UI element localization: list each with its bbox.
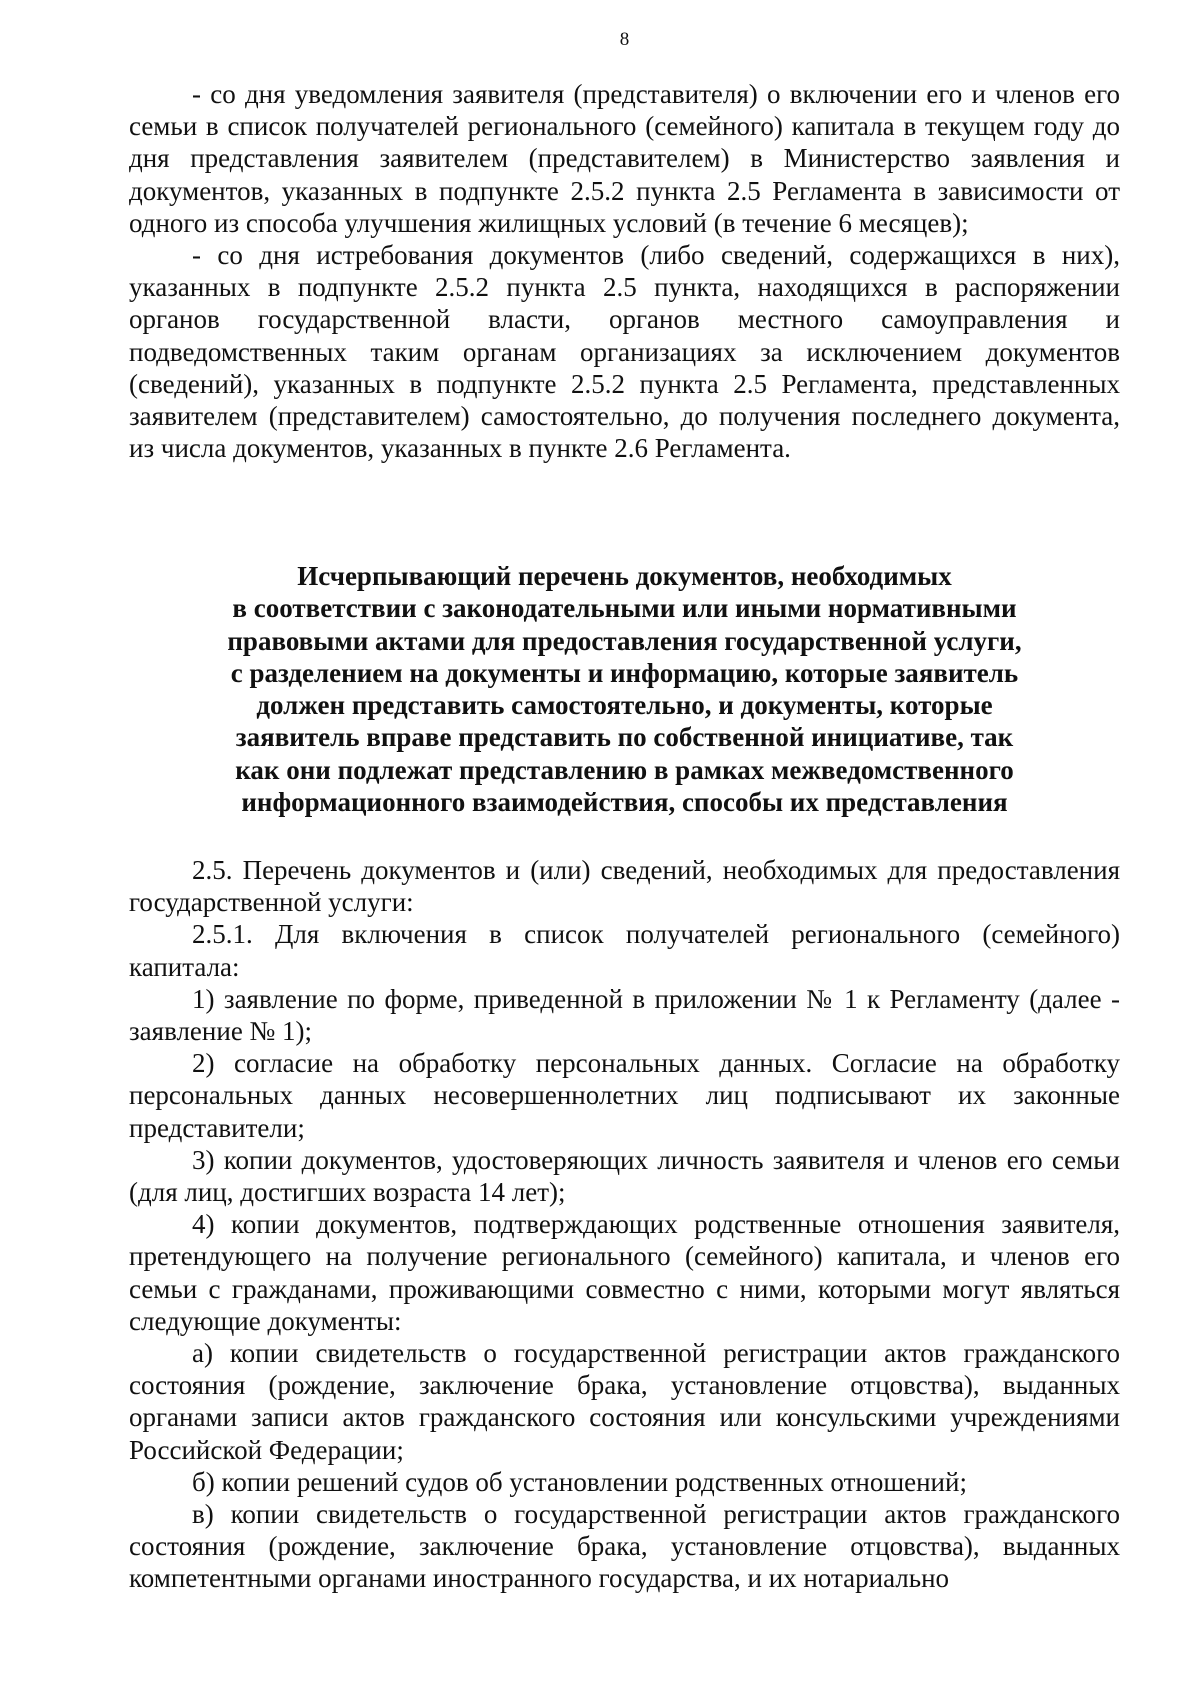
heading-line: правовыми актами для предоставления государственной услуги, [227, 625, 1022, 656]
heading-line: информационного взаимодействия, способы их представления [241, 787, 1008, 818]
list-item-4b: б) копии решений судов об установлении родственных отношений; [192, 1466, 967, 1497]
list-item-1: 1) заявление по форме, приведенной в приложении № 1 к Регламенту (далее - заявление № 1); [129, 983, 1120, 1047]
list-item-4: 4) копии документов, подтверждающих родственные отношения заявителя, претендующего на получение регионального (семейного) капитала, и членов его семьи с гражданами, проживающими совместно с ними, которыми могут являться следующие документы: [129, 1209, 1120, 1336]
heading-line: как они подлежат представлению в рамках межведомственного [235, 754, 1014, 785]
heading-line: с разделением на документы и информацию, которые заявитель [230, 657, 1019, 688]
paragraph-2-5-1: 2.5.1. Для включения в список получателей регионального (семейного) капитала: [129, 919, 1120, 982]
heading-line: в соответствии с законодательными или иными нормативными [232, 593, 1017, 624]
paragraph-2-5: 2.5. Перечень документов и (или) сведений, необходимых для предоставления государственной услуги: [129, 855, 1120, 918]
page-number: 8 [619, 29, 630, 50]
list-item-3: 3) копии документов, удостоверяющих личность заявителя и членов его семьи (для лиц, достигших возраста 14 лет); [129, 1144, 1120, 1208]
documents-list-section [129, 854, 1120, 1595]
list-item-4a: а) копии свидетельств о государственной регистрации актов гражданского состояния (рождение, заключение брака, установление отцовства), выданных органами записи актов гражданского состояния или консульскими учреждениями Российской Федерации; [129, 1338, 1120, 1465]
paragraph-notification-period: - со дня уведомления заявителя (представителя) о включении его и членов его семьи в список получателей регионального (семейного) капитала в текущем году до дня представления заявителем (представителем) в Министерство заявления и документов, указанных в подпункте 2.5.2 пункта 2.5 Регламента в зависимости от одного из способа улучшения жилищных условий (в течение 6 месяцев); [129, 79, 1120, 238]
intro-section [129, 78, 1120, 464]
heading-line: должен представить самостоятельно, и документы, которые [256, 690, 993, 721]
list-item-2: 2) согласие на обработку персональных данных. Согласие на обработку персональных данных несовершеннолетних лиц подписывают их законные представители; [129, 1048, 1120, 1143]
heading-line: заявитель вправе представить по собственной инициативе, так [235, 722, 1014, 753]
heading-line: Исчерпывающий перечень документов, необходимых [297, 561, 952, 591]
section-heading [129, 560, 1120, 818]
list-item-4v: в) копии свидетельств о государственной регистрации актов гражданского состояния (рождение, заключение брака, установление отцовства), выданных компетентными органами иностранного государства, и их нотариально [129, 1499, 1120, 1594]
paragraph-request-period: - со дня истребования документов (либо сведений, содержащихся в них), указанных в подпункте 2.5.2 пункта 2.5 пункта, находящихся в распоряжении органов государственной власти, органов местного самоуправления и подведомственных таким органам организациях за исключением документов (сведений), указанных в подпункте 2.5.2 пункта 2.5 Регламента, представленных заявителем (представителем) самостоятельно, до получения последнего документа, из числа документов, указанных в пункте 2.6 Регламента. [129, 240, 1120, 464]
